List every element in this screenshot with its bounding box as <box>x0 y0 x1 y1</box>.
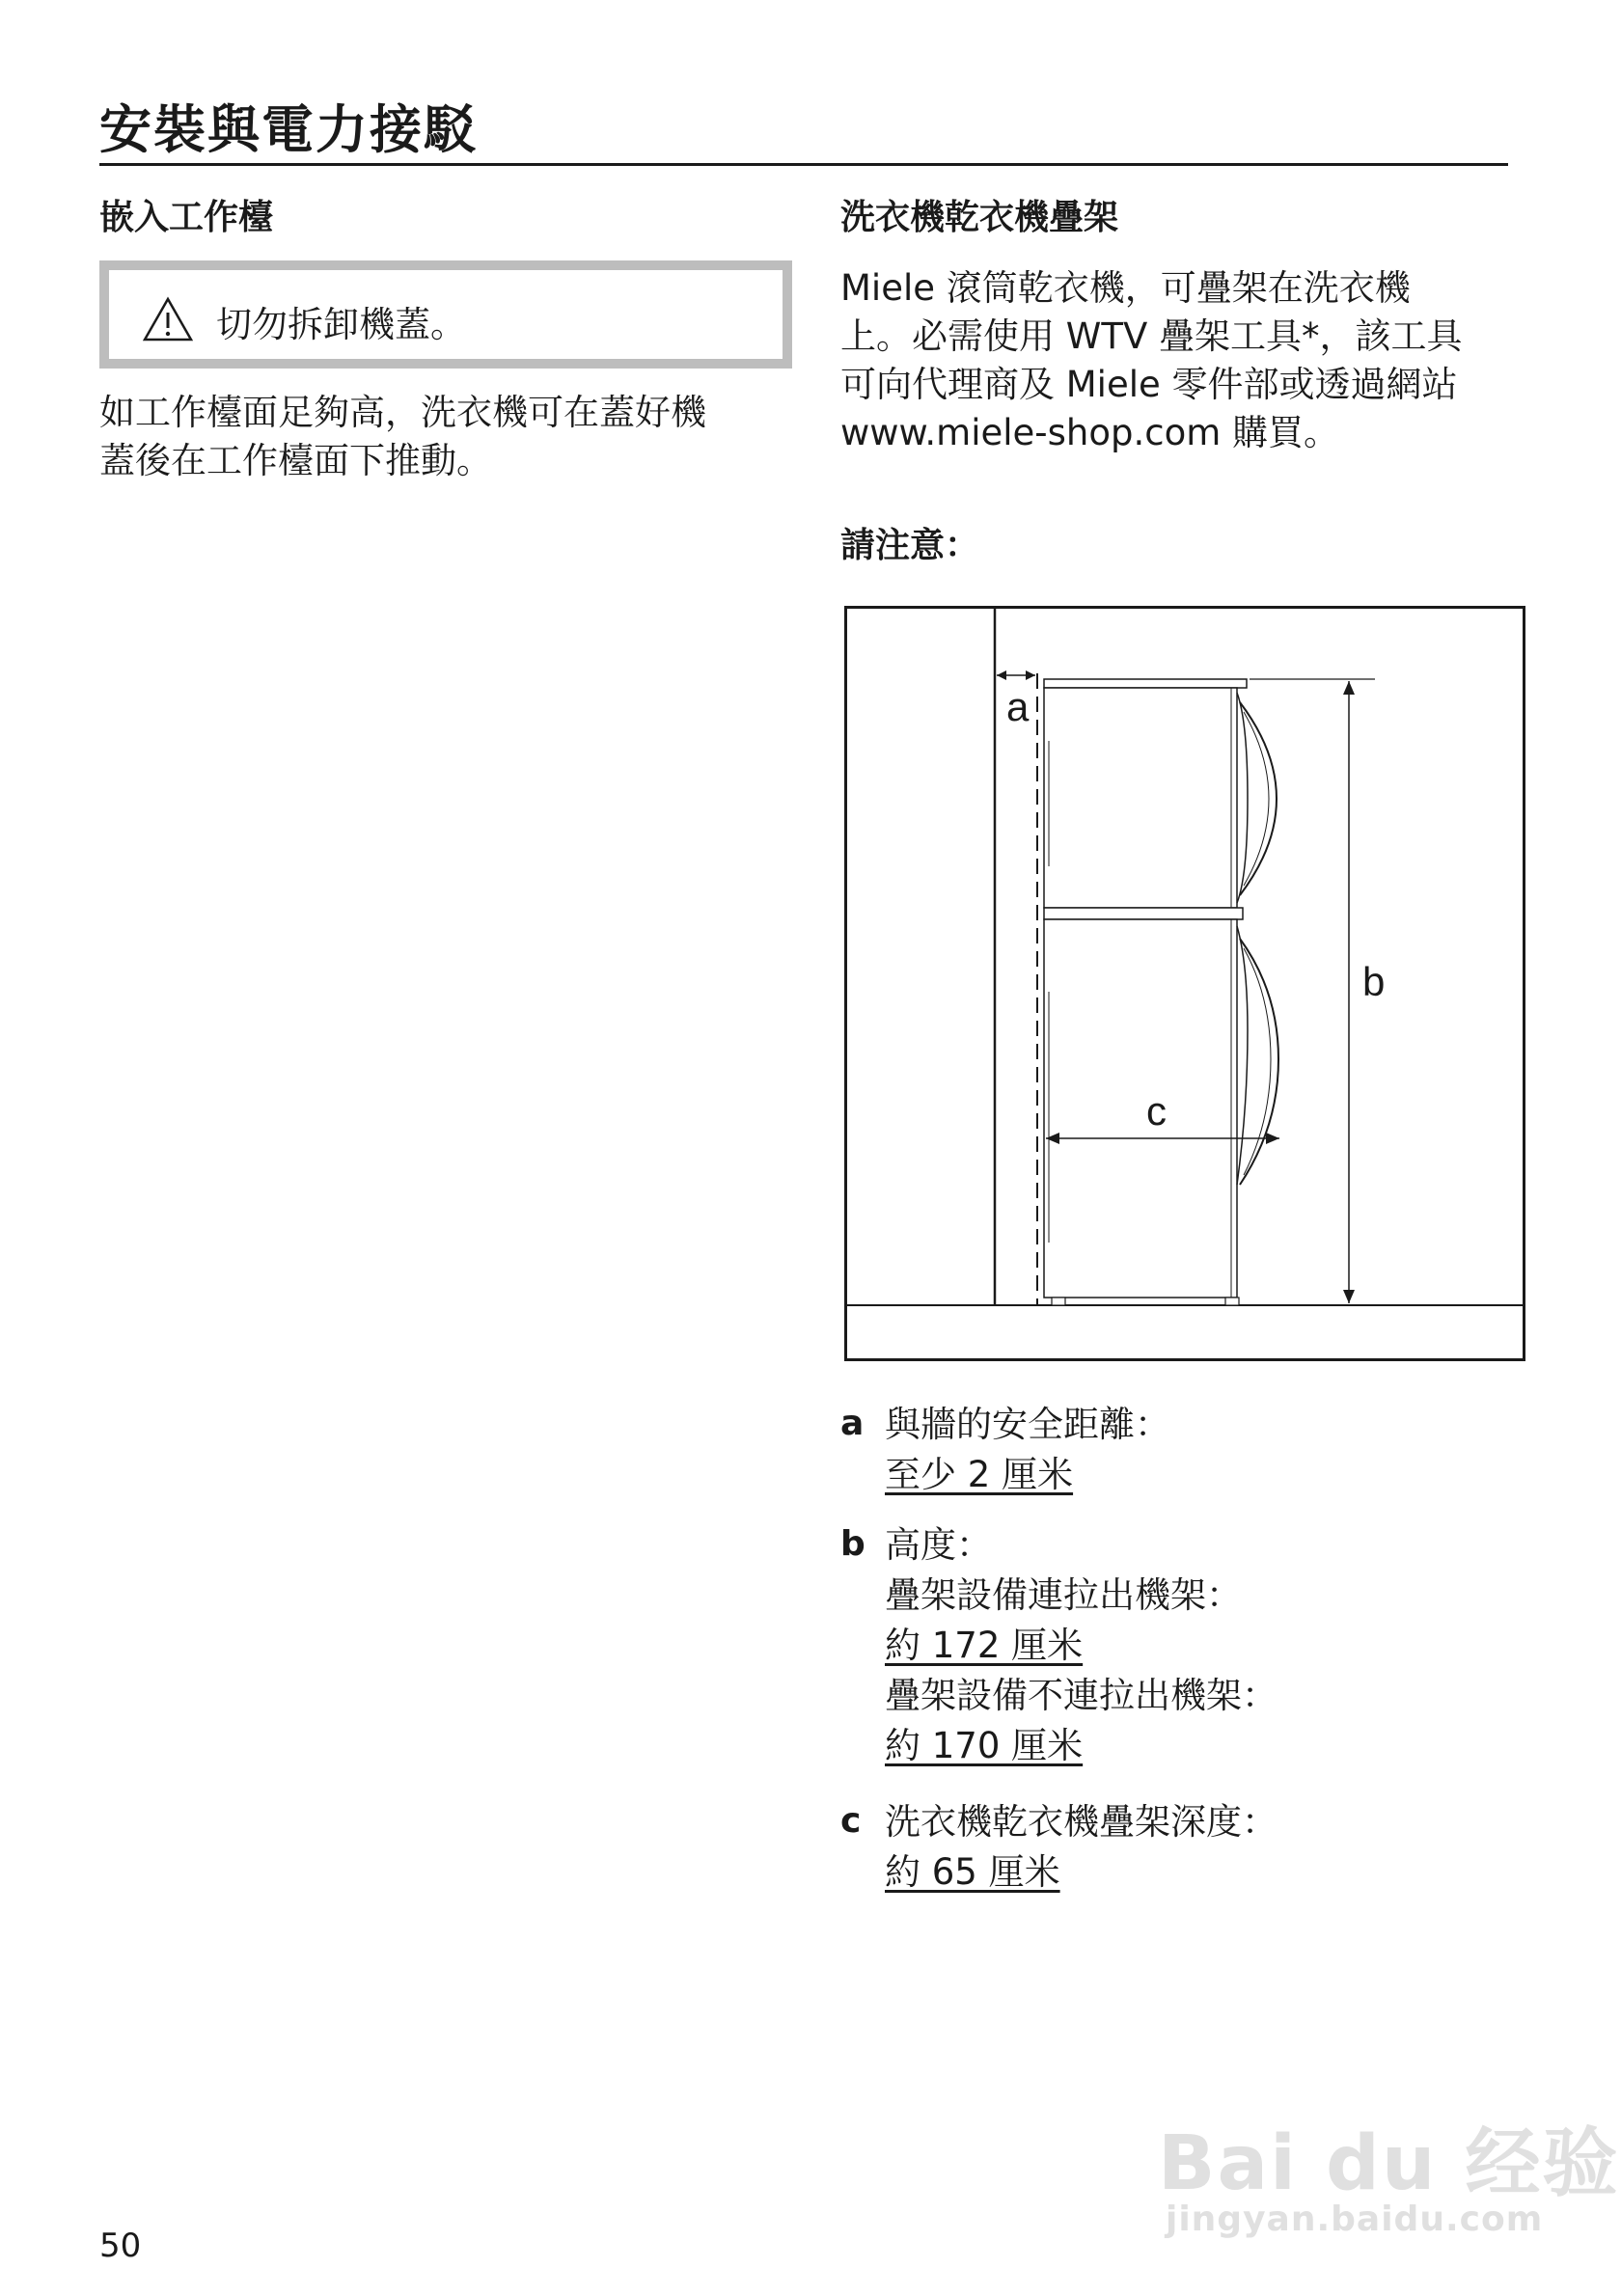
paragraph-line: Miele 滾筒乾衣機，可疊架在洗衣機 <box>840 267 1411 309</box>
watermark-url: jingyan.baidu.com <box>1166 2200 1544 2239</box>
legend-key-b: b <box>840 1524 865 1564</box>
page-title: 安裝與電力接駁 <box>99 99 478 160</box>
watermark-logo: Bai du 经验 <box>1158 2120 1620 2207</box>
legend-b-value1: 約 172 厘米 <box>885 1625 1084 1666</box>
diagram-label-c: c <box>1146 1088 1167 1134</box>
stacking-paragraph <box>840 264 1463 457</box>
paragraph-line: 蓋後在工作檯面下推動。 <box>99 440 492 481</box>
warning-triangle-icon <box>143 296 193 346</box>
stacking-diagram <box>844 606 1525 1361</box>
page-number: 50 <box>99 2227 142 2265</box>
legend-b-line1: 疊架設備連拉出機架： <box>885 1574 1242 1616</box>
diagram-label-a: a <box>1006 684 1030 729</box>
legend-b-title: 高度： <box>885 1524 992 1566</box>
paragraph-line: 如工作檯面足夠高，洗衣機可在蓋好機 <box>99 392 706 433</box>
legend-b-line2: 疊架設備不連拉出機架： <box>885 1675 1278 1716</box>
legend-a-title: 與牆的安全距離： <box>885 1404 1170 1445</box>
paragraph-line: www.miele-shop.com 購買。 <box>840 412 1340 453</box>
legend-key-c: c <box>840 1801 862 1841</box>
section-heading-stacking: 洗衣機乾衣機疊架 <box>840 198 1119 237</box>
diagram-label-b: b <box>1362 959 1386 1004</box>
legend-key-a: a <box>840 1404 865 1443</box>
paragraph-line: 可向代理商及 Miele 零件部或透過網站 <box>840 364 1458 405</box>
title-divider <box>99 163 1508 166</box>
built-in-paragraph <box>99 389 706 485</box>
paragraph-line: 上。必需使用 WTV 疊架工具*，該工具 <box>840 315 1463 357</box>
legend-c-value: 約 65 厘米 <box>885 1851 1060 1893</box>
warning-text: 切勿拆卸機蓋。 <box>216 304 466 345</box>
warning-box <box>99 260 792 369</box>
note-heading: 請注意： <box>840 526 980 565</box>
section-heading-built-in: 嵌入工作檯 <box>99 198 274 237</box>
legend-c-title: 洗衣機乾衣機疊架深度： <box>885 1801 1278 1843</box>
legend-a-value: 至少 2 厘米 <box>885 1454 1074 1495</box>
legend-b-value2: 約 170 厘米 <box>885 1725 1084 1766</box>
